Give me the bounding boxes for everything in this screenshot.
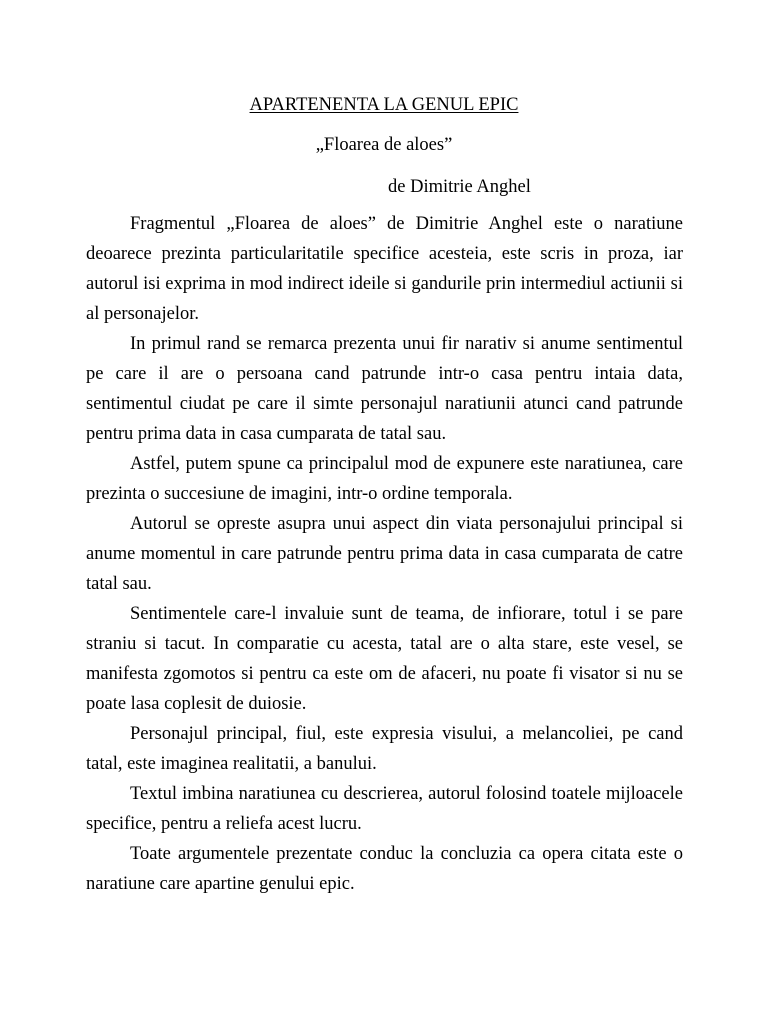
paragraph: In primul rand se remarca prezenta unui fir narativ si anume sentimentul pe care il are o persoana cand patrunde intr-o casa pentru intaia data, sentimentul ciudat pe care il simte personajul naratiunii atunci cand patrunde pentru prima data in casa cumparata de tatal sau. [86,334,683,444]
document-subtitle: „Floarea de aloes” [315,135,453,155]
document-author: de Dimitrie Anghel [388,177,531,197]
paragraph: Personajul principal, fiul, este expresia visului, a melancoliei, pe cand tatal, este imaginea realitatii, a banului. [86,724,683,774]
paragraph: Sentimentele care-l invaluie sunt de teama, de infiorare, totul i se pare straniu si tacut. In comparatie cu acesta, tatal are o alta stare, este vesel, se manifesta zgomotos si pentru ca este om de afaceri, nu poate fi visator si nu se poate lasa coplesit de duiosie. [86,604,683,714]
paragraph: Textul imbina naratiunea cu descrierea, autorul folosind toatele mijloacele specifice, pentru a reliefa acest lucru. [86,784,683,834]
paragraph: Astfel, putem spune ca principalul mod de expunere este naratiunea, care prezinta o succesiune de imagini, intr-o ordine temporala. [86,454,683,504]
paragraph: Toate argumentele prezentate conduc la concluzia ca opera citata este o naratiune care apartine genului epic. [86,844,683,894]
document-body [86,209,683,899]
document-title-text: APARTENENTA LA GENUL EPIC [249,95,519,115]
document-title [0,92,768,118]
paragraph: Fragmentul „Floarea de aloes” de Dimitrie Anghel este o naratiune deoarece prezinta particularitatile specifice acesteia, este scris in proza, iar autorul isi exprima in mod indirect ideile si gandurile prin intermediul actiunii si al personajelor. [86,214,683,324]
paragraph: Autorul se opreste asupra unui aspect din viata personajului principal si anume momentul in care patrunde pentru prima data in casa cumparata de catre tatal sau. [86,514,683,594]
